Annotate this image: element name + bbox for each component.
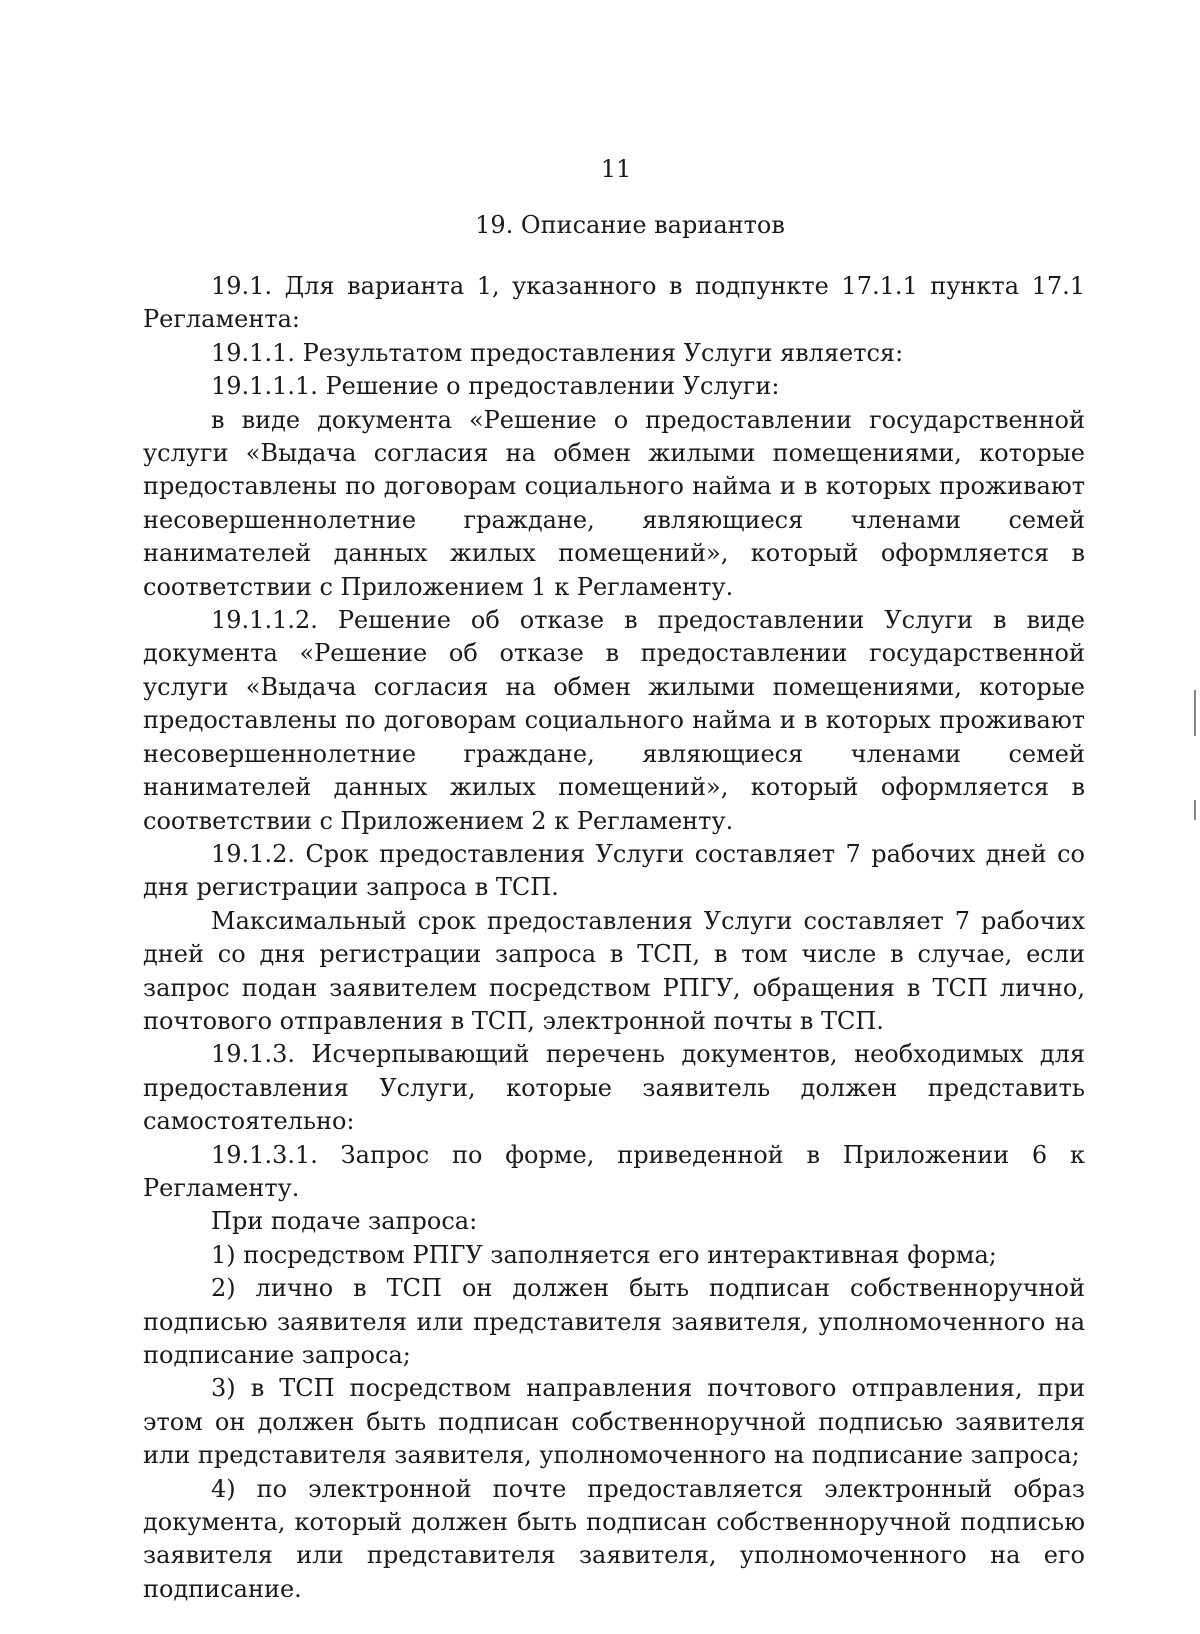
- paragraph-19-1-2: 19.1.2. Срок предоставления Услуги составляет 7 рабочих дней со дня регистрации запроса в ТСП.: [143, 839, 1085, 902]
- list-item-3: 3) в ТСП посредством направления почтового отправления, при этом он должен быть подписан собственноручной подписью заявителя или представителя заявителя, уполномоченного на подписание запроса;: [143, 1374, 1085, 1470]
- section-title: 19. Описание вариантов: [475, 211, 785, 239]
- scan-edge-mark: [1194, 690, 1196, 736]
- page-number: 11: [600, 155, 632, 183]
- paragraph-19-1: 19.1. Для варианта 1, указанного в подпункте 17.1.1 пункта 17.1 Регламента:: [143, 272, 1085, 334]
- paragraph-submission-intro: При подаче запроса:: [211, 1207, 478, 1236]
- paragraph-19-1-3: 19.1.3. Исчерпывающий перечень документов, необходимых для предоставления Услуги, которые заявитель должен представить самостоятельно:: [143, 1040, 1085, 1136]
- list-item-4: 4) по электронной почте предоставляется электронный образ документа, который должен быть подписан собственноручной подписью заявителя или представителя заявителя, уполномоченного на его подписание.: [143, 1474, 1085, 1603]
- list-item-1: 1) посредством РПГУ заполняется его интерактивная форма;: [211, 1240, 997, 1269]
- paragraph-19-1-1: 19.1.1. Результатом предоставления Услуги является:: [211, 338, 904, 367]
- scan-edge-mark: [1194, 800, 1196, 820]
- paragraph-19-1-1-1: 19.1.1.1. Решение о предоставлении Услуги:: [211, 372, 780, 401]
- paragraph-19-1-3-1: 19.1.3.1. Запрос по форме, приведенной в Приложении 6 к Регламенту.: [143, 1140, 1085, 1202]
- paragraph-19-1-1-2: 19.1.1.2. Решение об отказе в предоставлении Услуги в виде документа «Решение об отказе в предоставлении государственной услуги «Выдача согласия на обмен жилыми помещениями, которые предоставлены по договорам социального найма и в которых проживают несовершеннолетние граждане, являющиеся членами семей нанимателей данных жилых помещений», который оформляется в соответствии с Приложением 2 к Регламенту.: [143, 606, 1085, 835]
- list-item-2: 2) лично в ТСП он должен быть подписан собственноручной подписью заявителя или представителя заявителя, уполномоченного на подписание запроса;: [143, 1274, 1085, 1369]
- document-body: [143, 270, 1085, 1606]
- paragraph-max-term: Максимальный срок предоставления Услуги составляет 7 рабочих дней со дня регистрации запроса в ТСП, в том числе в случае, если запрос подан заявителем посредством РПГУ, обращения в ТСП лично, почтового отправления в ТСП, электронной почты в ТСП.: [143, 906, 1085, 1035]
- paragraph-decision-grant: в виде документа «Решение о предоставлении государственной услуги «Выдача согласия на обмен жилыми помещениями, которые предоставлены по договорам социального найма и в которых проживают несовершеннолетние граждане, являющиеся членами семей нанимателей данных жилых помещений», который оформляется в соответствии с Приложением 1 к Регламенту.: [143, 405, 1085, 601]
